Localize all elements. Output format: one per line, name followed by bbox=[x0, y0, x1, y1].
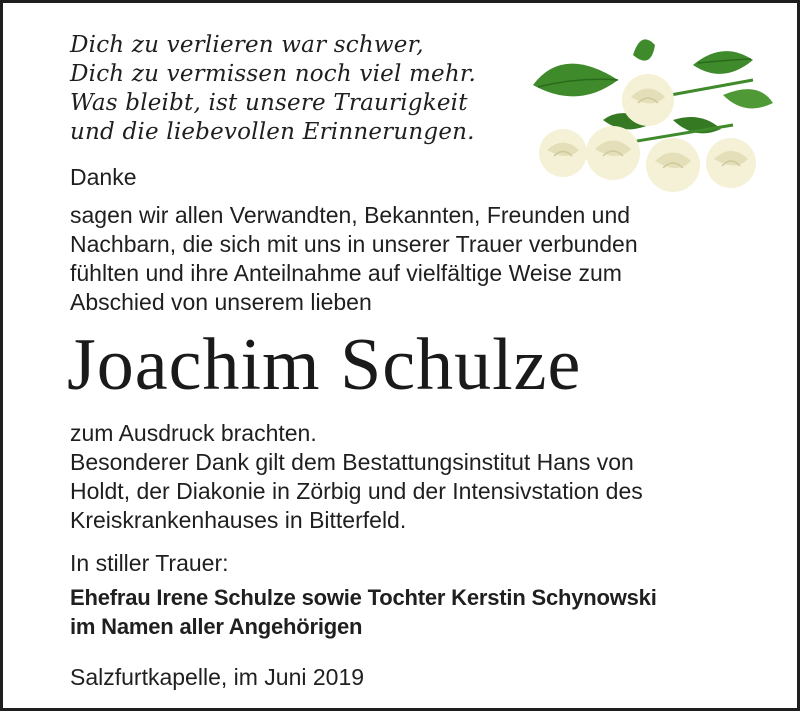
paragraph-line: Abschied von unserem lieben bbox=[70, 289, 372, 315]
rose-flower bbox=[706, 138, 756, 188]
poem-line: und die liebevollen Erinnerungen. bbox=[70, 119, 475, 145]
white-roses-image bbox=[523, 25, 783, 205]
mourners-signature bbox=[70, 583, 657, 641]
rose-flower bbox=[586, 126, 640, 180]
place-date: Salzfurtkapelle, im Juni 2019 bbox=[70, 664, 365, 690]
rose-flower bbox=[622, 74, 674, 126]
mourners-line: Ehefrau Irene Schulze sowie Tochter Kerstin Schynowski bbox=[70, 585, 657, 610]
deceased-name: Joachim Schulze bbox=[67, 324, 582, 406]
poem-line: Dich zu vermissen noch viel mehr. bbox=[70, 61, 477, 87]
paragraph-line: Kreiskrankenhauses in Bitterfeld. bbox=[70, 507, 407, 533]
poem-line: Dich zu verlieren war schwer, bbox=[70, 32, 424, 58]
thanks-paragraph bbox=[70, 201, 638, 317]
paragraph-line: fühlten und ihre Anteilnahme auf vielfältige Weise zum bbox=[70, 260, 622, 286]
thanks-word: Danke bbox=[70, 164, 137, 190]
paragraph-line: Holdt, der Diakonie in Zörbig und der Intensivstation des bbox=[70, 478, 643, 504]
paragraph-line: sagen wir allen Verwandten, Bekannten, Freunden und bbox=[70, 202, 631, 228]
rose-flower bbox=[539, 129, 587, 177]
gratitude-paragraph bbox=[70, 419, 643, 535]
mourning-label: In stiller Trauer: bbox=[70, 550, 229, 576]
mourners-line: im Namen aller Angehörigen bbox=[70, 614, 363, 639]
paragraph-line: Besonderer Dank gilt dem Bestattungsinstitut Hans von bbox=[70, 449, 634, 475]
rose-leaf bbox=[633, 39, 655, 60]
paragraph-line: zum Ausdruck brachten. bbox=[70, 420, 317, 446]
rose-leaf bbox=[723, 89, 773, 108]
paragraph-line: Nachbarn, die sich mit uns in unserer Trauer verbunden bbox=[70, 231, 638, 257]
poem-line: Was bleibt, ist unsere Traurigkeit bbox=[70, 90, 468, 116]
rose-flower bbox=[646, 138, 700, 192]
memorial-poem bbox=[70, 31, 476, 147]
